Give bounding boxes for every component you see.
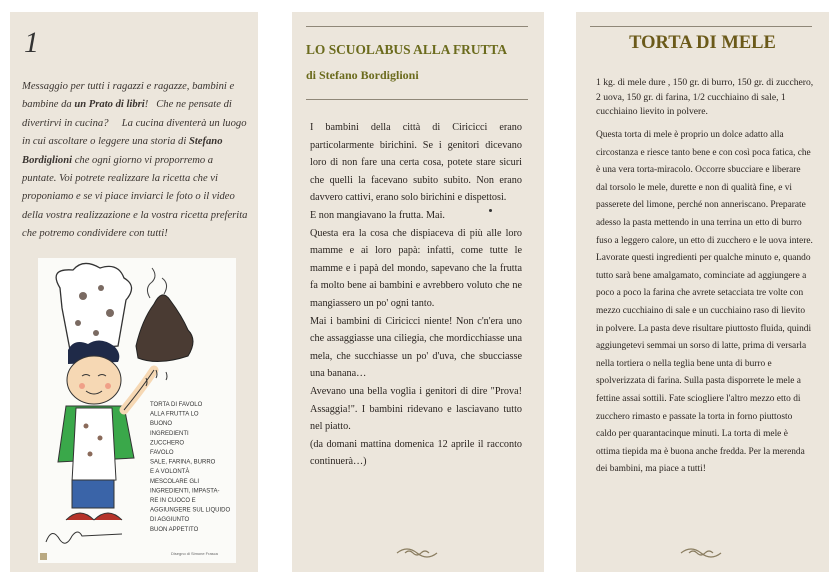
recipe-text (596, 127, 814, 479)
intro-message: Messaggio per tutti i ragazzi e ragazze, bambini e bambine da un Prato di libri! Che ne pensate di divertirvi in cucina? La cucina diventerà un luogo in cui ascoltare o leggere una storia di Stefano Bordiglioni che ogni giorno vi proporremo a puntate. Voi potrete realizzare la ricetta che vi proponiamo e se vi piace inviarci le foto o il video della vostra realizzazione e la vostra ricetta preferita che potremo condividere con tutti! (22, 81, 248, 240)
note-line: E A VOLONTÀ (150, 469, 190, 476)
story-paragraph: I bambini della città di Ciricicci erano particolarmente birichini. Se i genitori dicevano loro di non fare una certa cosa, potete stare sicuri che quelli la facevano subito subito. Non erano davvero cattivi, erano solo birichini e dispettosi. (310, 122, 522, 204)
note-line: BUON APPETITO (150, 526, 199, 533)
flourish-ornament-icon (395, 546, 441, 560)
note-line: FAVOLO (150, 450, 174, 456)
handwritten-recipe-note (150, 402, 230, 533)
panel-story (292, 12, 544, 572)
illustration-caption: Disegno di Simone Frasca (171, 551, 218, 556)
ingredients-list: 1 kg. di mele dure , 150 gr. di burro, 150 gr. di zucchero, 2 uova, 150 gr. di farina, 1/2 cucchiaino di sale, 1 cucchiaino lievito in polvere. (596, 77, 814, 117)
note-line: TORTA DI FAVOLO (150, 402, 203, 408)
stray-dot (489, 209, 492, 212)
note-line: ALLA FRUTTA LO (150, 411, 199, 418)
recipe-title: TORTA DI MELE (629, 33, 776, 53)
chef-illustration (38, 258, 236, 563)
panel-intro (10, 12, 258, 572)
top-divider (590, 26, 812, 27)
note-line: MESCOLARE GLI (150, 478, 200, 485)
story-paragraph: Mai i bambini di Ciricicci niente! Non c'n'era uno che assaggiasse una ciliegia, che mordicchiasse una mela, che succhiasse un po' d'uva, che sbucciasse una banana… (310, 315, 522, 380)
story-paragraph: Questa era la cosa che dispiaceva di più alle loro mamme e ai loro papà: infatti, come tutte le mamme e i papà del mondo, sapevano che la frutta fa molto bene ai bambini e avrebbero voluto che ne mangiassero un po' ogni tanto. (310, 227, 522, 309)
story-text (310, 119, 522, 471)
flourish-ornament-icon (679, 546, 725, 560)
story-title: LO SCUOLABUS ALLA FRUTTA (306, 42, 508, 57)
note-line: RE IN CUOCO E (150, 498, 196, 504)
story-author: di Stefano Bordiglioni (306, 68, 419, 82)
note-line: AGGIUNGERE SUL LIQUIDO (150, 507, 231, 514)
note-line: INGREDIENTI, IMPASTA- (150, 488, 220, 495)
story-paragraph: E non mangiavano la frutta. Mai. (310, 209, 445, 221)
note-line: BUONO (150, 421, 173, 428)
panel-recipe (576, 12, 829, 572)
note-line: SALE, FARINA, BURRO (150, 459, 216, 466)
note-line: INGREDIENTI (150, 430, 189, 437)
top-divider (306, 26, 528, 27)
corner-mark-icon (40, 553, 47, 560)
page-number: 1 (24, 26, 39, 59)
story-paragraph: Avevano una bella voglia i genitori di dire "Prova! Assaggia!". I bambini ridevano e lasciavano tutto nel piatto. (310, 385, 522, 433)
title-divider (306, 99, 528, 100)
chef-boy-drawing (38, 258, 236, 563)
note-line: ZUCCHERO (150, 440, 184, 447)
note-line: DI AGGIUNTO (150, 517, 190, 524)
recipe-paragraph: Questa torta di mele è proprio un dolce adatto alla circostanza e riesce tanto bene e con così poca fatica, che è una vera torta-miracolo. Occorre sbucciare e liberare dal torsolo le mele, durette e non di qualità fine, e vi passerete del limone, perché non anneriscano. Preparate adesso la pasta mettendo in una terrina un etto di burro fuso a leggero calore, un etto di zucchero e le uova intere. Lavorate questi ingredienti per qualche minuto e, quando tutto sarà bene amalgamato, cominciate ad aggiungere a poco a poco la farina che avrete setacciata tre volte con mezzo cucchiaino di sale e un cucchiaino raso di lievito in polvere. La pasta deve risultare piuttosto fluida, quindi aggiungetevi semmai un sorso di latte, prima di versarla nella tortiera o nella teglia bene unta di burro e spolverizzata di farina. Sulla pasta disporrete le mele a fettine assai sottili. Fate sciogliere l'altro mezzo etto di zucchero rimasto e passate la torta in forno piuttosto caldo per quarantacinque minuti. La torta di mele è ottima tiepida ma è buona anche fredda. Per la merenda dei bambini, ma piace a tutti! (596, 130, 813, 475)
story-paragraph: (da domani mattina domenica 12 aprile il racconto continuerà…) (310, 438, 522, 468)
